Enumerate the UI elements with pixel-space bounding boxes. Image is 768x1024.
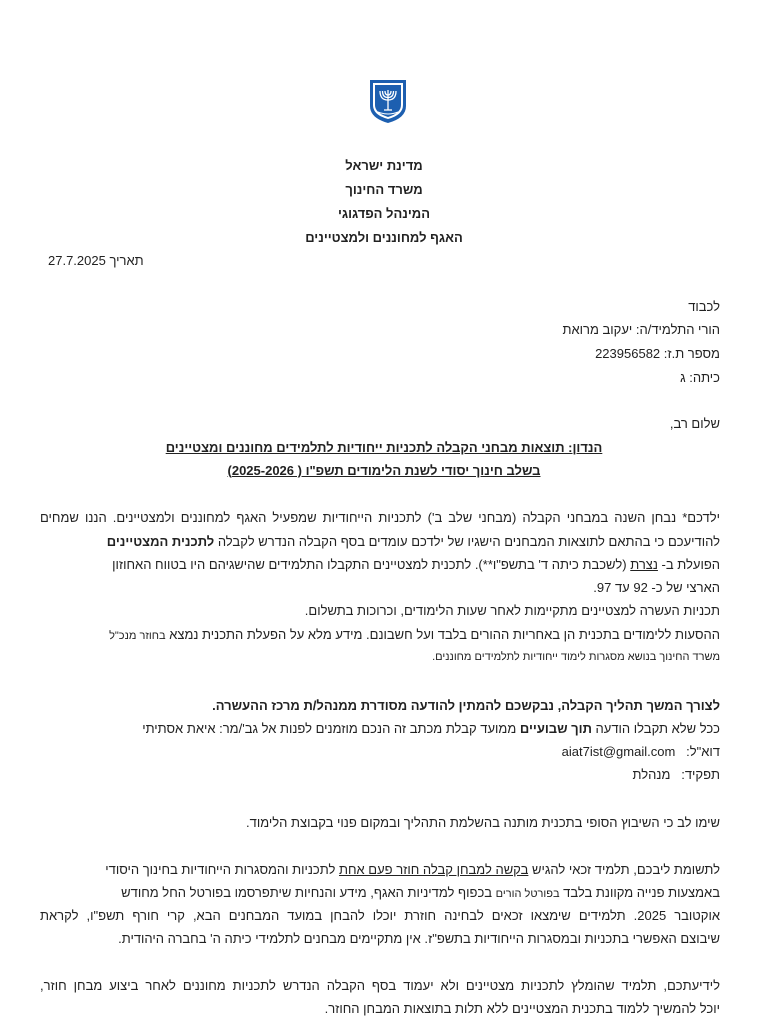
parents-portal: בפורטל הורים [495, 888, 560, 900]
date-value: 27.7.2025 [48, 253, 106, 268]
body-p7-line-3: אוקטובר 2025. תלמידים שימצאו זכאים לבחינה חוזרת יוכלו להבחן במועד המבחנים הבא, קרי חורף תשפ"ו, לקראת [40, 908, 720, 923]
header-country: מדינת ישראל [345, 158, 423, 173]
subject-line-1: הנדון: תוצאות מבחני הקבלה לתכניות ייחודיות לתלמידים מחוננים ומצטיינים [165, 440, 603, 455]
body-p8-line-1: לידיעתכם, תלמיד שהומלץ לתכניות מצטיינים ולא יעמוד בסף הקבלה הנדרש לתכניות מחוננים לאחר ביצוע מבחן חוזר, [40, 978, 720, 993]
body-p7-line-1 [40, 862, 720, 877]
role-label: תפקיד: [681, 767, 720, 782]
body-p1-line-3-a: הפועלת ב- [657, 557, 720, 572]
body-p1-line-2 [40, 534, 720, 549]
retest-request: בקשה למבחן קבלה חוזר פעם אחת [338, 862, 529, 877]
body-p7-line-1-a: לתשומת ליבכם, תלמיד זכאי להגיש [528, 862, 720, 877]
program-name: לתכנית המצטיינים [106, 534, 215, 549]
role-value: מנהלת [632, 767, 671, 782]
body-p7-line-2-c: בכפוף למדיניות האגף, מידע והנחיות שיתפרסמו בפורטל החל מחודש [121, 885, 496, 900]
greeting: שלום רב, [669, 416, 720, 431]
body-p1-line-3-c: (לשכבת כיתה ד' בתשפ"ו**). לתכנית למצטיינים התקבלו התלמידים שהישגיהם היו בטווח האחוזון [112, 557, 631, 572]
body-p6: שימו לב כי השיבוץ הסופי בתכנית מותנה בהשלמת התהליך ובמקום פנוי בקבוצת הלימוד. [246, 815, 720, 830]
body-p5-deadline: תוך שבועיים [519, 721, 592, 736]
subject-line-2: בשלב חינוך יסודי לשנת הלימודים תשפ"ו ( 2025-2026) [227, 463, 541, 478]
body-p3-line-1 [40, 627, 720, 642]
body-p1-line-4: הארצי של כ- 92 עד 97. [593, 580, 720, 595]
body-p8-line-2: יוכל להמשיך ללמוד בתכנית המצטיינים ללא תלות בתוצאות המבחן החוזר. [324, 1001, 720, 1016]
recipient-class: כיתה: ג [680, 370, 720, 385]
body-p7-line-2 [40, 885, 720, 900]
body-p1-line-3 [40, 557, 720, 572]
header-ministry: משרד החינוך [345, 182, 423, 197]
header-administration: המינהל הפדגוגי [337, 206, 431, 221]
date-line [48, 253, 144, 268]
body-p2: תכניות העשרה למצטיינים מתקיימות לאחר שעות הלימודים, וכרוכות בתשלום. [304, 603, 720, 618]
body-p5-a: ככל שלא תקבלו הודעה [591, 721, 720, 736]
email-line [40, 744, 720, 759]
body-p7-line-2-a: באמצעות פנייה מקוונת בלבד [559, 885, 720, 900]
circular-reference: בחוזר מנכ"ל [109, 630, 166, 642]
header-department: האגף למחוננים ולמצטיינים [305, 230, 463, 245]
date-label: תאריך [109, 253, 144, 268]
recipient-to: לכבוד [688, 299, 720, 314]
email-value: aiat7ist@gmail.com [561, 744, 676, 759]
body-p5-c: ממועד קבלת מכתב זה הנכם מוזמנים לפנות אל גב'/מר: איאת אסתיתי [142, 721, 520, 736]
body-p1-line-2-text: להודיעכם כי בהתאם לתוצאות המבחנים הישגיו של ילדכם עומדים בסף הקבלה הנדרש לקבלה [214, 534, 720, 549]
state-emblem-icon [364, 78, 412, 124]
body-p3-line-1-text: ההסעות ללימודים בתכנית הן באחריות ההורים בלבד ועל חשבונם. מידע מלא על הפעלת התכנית נמצא [165, 627, 720, 642]
body-p4: לצורך המשך תהליך הקבלה, נבקשכם להמתין להודעה מסודרת ממנהל/ת מרכז ההעשרה. [212, 698, 720, 713]
recipient-parents: הורי התלמיד/ה: יעקוב מרואת [562, 322, 720, 337]
body-p5 [40, 721, 720, 736]
recipient-id: מספר ת.ז: 223956582 [595, 346, 720, 361]
body-p7-line-4: שיבוצם האפשרי בתכניות ובמסגרות הייחודיות בתשפ"ז. אין מתקיימים מבחנים לתלמידי כיתה ה' בחברה היהודית. [118, 931, 720, 946]
program-location: נצרת [630, 557, 658, 572]
body-p1-line-1: ילדכם* נבחן השנה במבחני הקבלה (מבחני שלב ב') לתכניות הייחודיות שמפעיל האגף למחוננים ולמצטיינים. הננו שמחים [40, 510, 720, 525]
body-p3-line-2: משרד החינוך בנושא מסגרות לימוד ייחודיות לתלמידים מחוננים. [432, 651, 720, 663]
role-line [40, 767, 720, 782]
body-p7-line-1-c: לתכניות והמסגרות הייחודיות בחינוך היסודי [105, 862, 339, 877]
email-label: דוא"ל: [686, 744, 720, 759]
